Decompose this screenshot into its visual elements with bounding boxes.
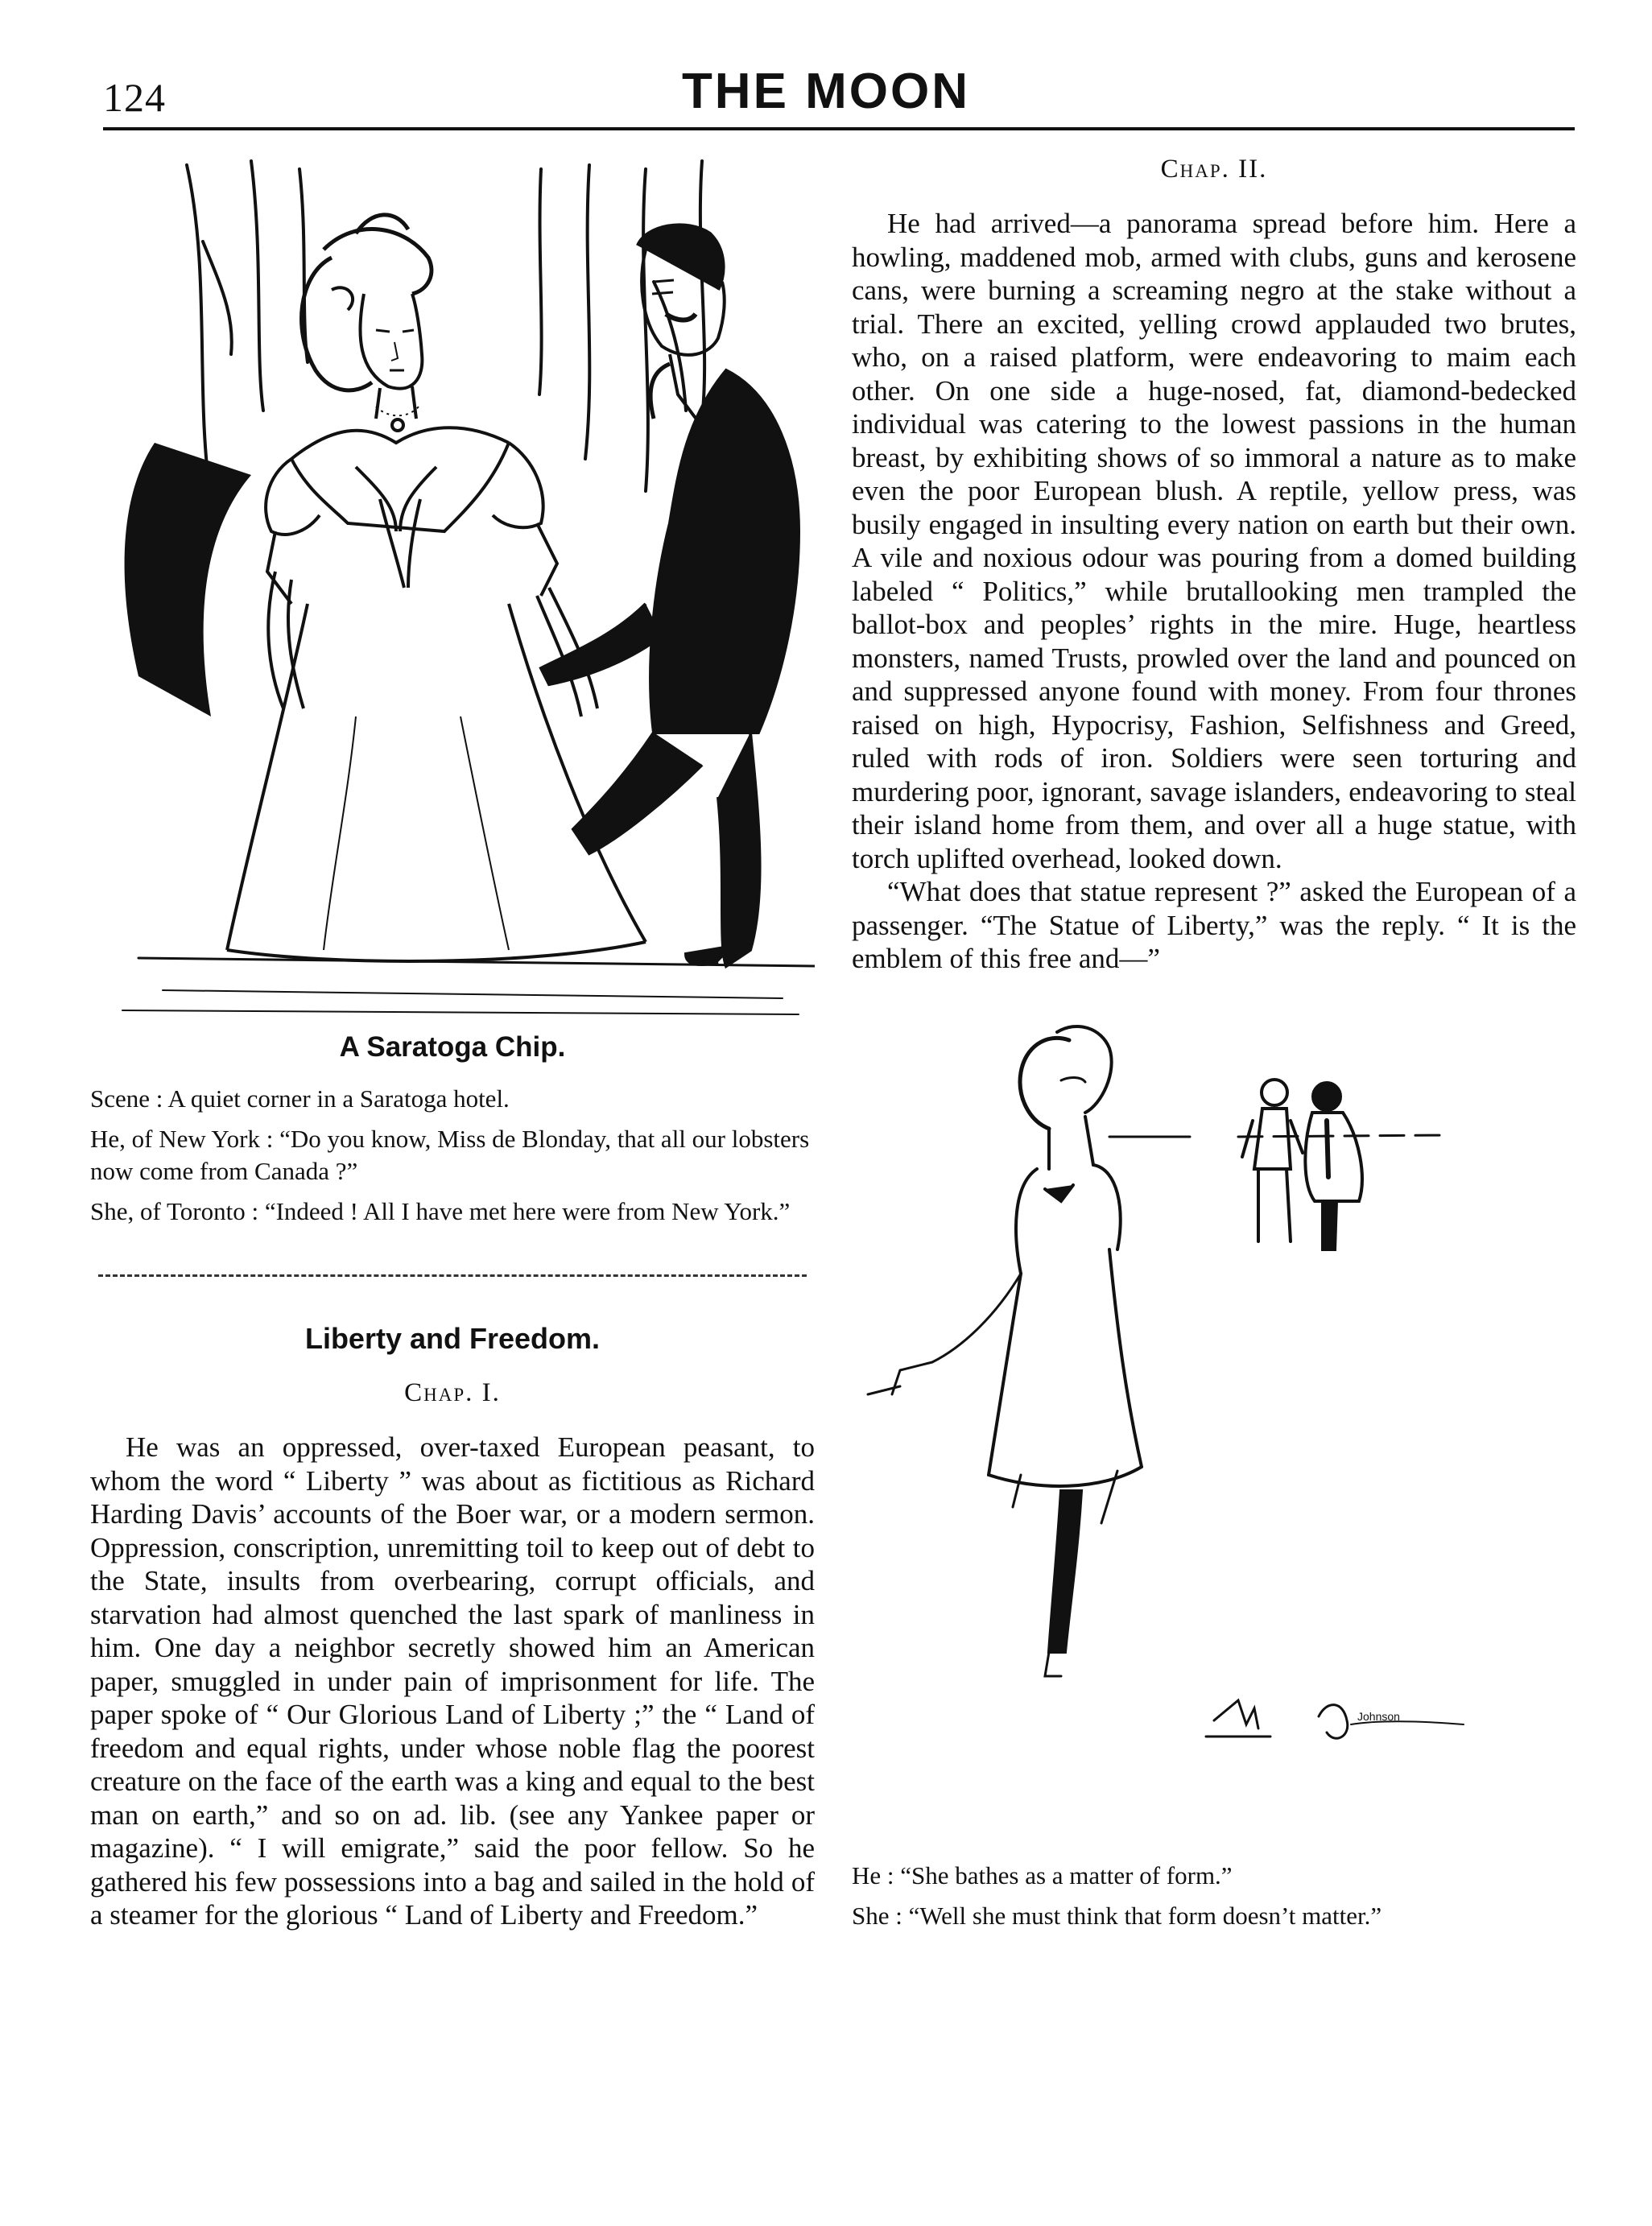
saratoga-scene-line: Scene : A quiet corner in a Saratoga hotel.: [90, 1084, 510, 1113]
beach-cartoon-illustration: [852, 1008, 1576, 1853]
saratoga-title: A Saratoga Chip.: [339, 1031, 566, 1063]
beach-he-line: He : “She bathes as a matter of form.”: [852, 1861, 1233, 1889]
beach-she-line: She : “Well she must think that form doesn’t matter.”: [852, 1901, 1382, 1930]
beach-cartoon-dialogue: [852, 1860, 1576, 1932]
masthead-rule: [103, 127, 1575, 130]
cartoon-signature: Johnson: [1357, 1709, 1400, 1723]
saratoga-he-line: He, of New York : “Do you know, Miss de Blonday, that all our lobsters now come from Canada ?”: [90, 1125, 810, 1185]
chapter-two-heading: Chap. II.: [1160, 155, 1268, 184]
chapter-two-paragraph-2: “What does that statue represent ?” asked the European of a passenger. “The Statue of Liberty,” was the reply. “ It is the emblem of this free and—”: [852, 876, 1576, 974]
chapter-two-text: [852, 207, 1576, 976]
publication-title: THE MOON: [681, 64, 971, 119]
section-divider: [98, 1274, 807, 1277]
chapter-one-text: [90, 1431, 815, 1932]
right-column: [852, 153, 1576, 1940]
chapter-two-paragraph-1: He had arrived—a panorama spread before him. Here a howling, maddened mob, armed with clubs, guns and kerosene cans, were burning a screaming negro at the stake without a trial. There an excited, yelling crowd applauded two brutes, who, on a raised platform, were endeavoring to maim each other. On one side a huge-nosed, fat, diamond-bedecked individual was catering to the lowest passions in the human breast, by exhibiting shows of so immoral a nature as to make even the poor European blush. A reptile, yellow press, was busily engaged in insulting every nation on earth but their own. A vile and noxious odour was pouring from a domed building labeled “ Politics,” while brutallooking men trampled the ballot-box and peoples’ rights in the mire. Huge, heartless monsters, named Trusts, prowled over the land and pounced on and suppressed anyone found with money. From four thrones raised on high, Hypocrisy, Fashion, Selfishness and Greed, ruled with rods of iron. Soldiers were seen torturing and murdering poor, ignorant, savage islanders, endeavoring to steal their island home from them, and over all a huge statue, with torch uplifted overhead, looked down.: [852, 208, 1576, 874]
page-number: 124: [103, 75, 166, 120]
saratoga-she-line: She, of Toronto : “Indeed ! All I have met here were from New York.”: [90, 1197, 791, 1225]
liberty-title: Liberty and Freedom.: [304, 1322, 601, 1355]
chapter-one-paragraph: He was an oppressed, over-taxed European peasant, to whom the word “ Liberty ” was about as fictitious as Richard Harding Davis’ accounts of the Boer war, or a modern sermon. Oppression, conscription, unremitting toil to keep out of debt to the State, insults from overbearing, corrupt officials, and starvation had almost quenched the last spark of manliness in him. One day a neighbor secretly showed him an American paper, smuggled in under pain of imprisonment for life. The paper spoke of “ Our Glorious Land of Liberty ;” the “ Land of freedom and equal rights, under whose noble flag the poorest creature on the face of the earth was a king and equal to the best man on earth,” and so on ad. lib. (see any Yankee paper or magazine). “ I will emigrate,” said the poor fellow. So he gathered his few possessions into a bag and sailed in the hold of a steamer for the glorious “ Land of Liberty and Freedom.”: [90, 1431, 815, 1931]
saratoga-illustration: [90, 153, 815, 1018]
left-column: [90, 153, 815, 1932]
saratoga-dialogue: [90, 1083, 815, 1228]
chapter-one-heading: Chap. I.: [404, 1378, 501, 1407]
